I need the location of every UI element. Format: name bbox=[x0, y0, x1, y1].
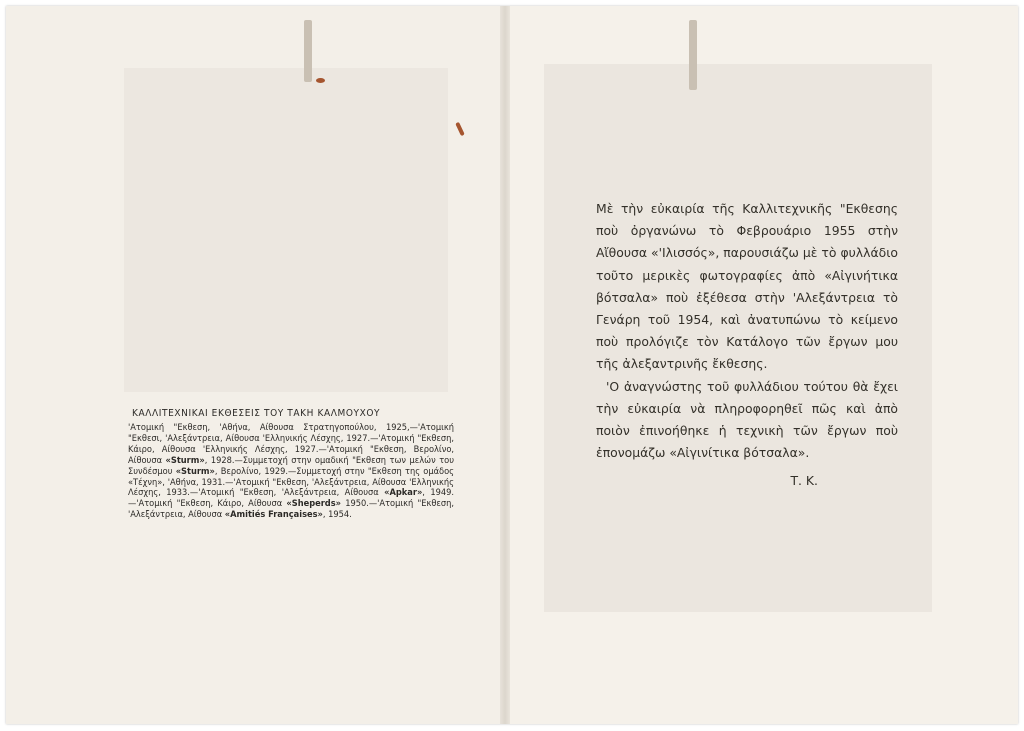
booklet-spine bbox=[500, 6, 510, 724]
exhibition-text-run: , 1928.—Συμμετοχή στην ομαδική "Εκθεση των μελών του Συνδέσμου bbox=[128, 454, 455, 477]
left-photo-panel bbox=[124, 68, 448, 392]
gallery-name: «Amitiés Françaises» bbox=[224, 509, 323, 521]
staple-mark bbox=[304, 20, 312, 82]
gallery-name: «Sturm» bbox=[165, 454, 205, 466]
gallery-name: «Sheperds» bbox=[286, 498, 341, 510]
exhibitions-text bbox=[128, 423, 454, 521]
foreword bbox=[596, 198, 898, 493]
staple-mark bbox=[689, 20, 697, 90]
foreword-signature: Τ. Κ. bbox=[790, 473, 818, 489]
exhibitions-title: ΚΑΛΛΙΤΕΧΝΙΚΑΙ ΕΚΘΕΣΕΙΣ ΤΟΥ ΤΑΚΗ ΚΑΛΜΟΥΧΟΥ bbox=[132, 408, 381, 419]
gallery-name: «Apkar» bbox=[384, 487, 423, 499]
exhibition-text-run: 'Ατομική "Εκθεση, 'Αθήνα, Αίθουσα Στρατηγοπούλου, 1925,—'Ατομική "Εκθεσι, 'Αλεξάντρεια, Αίθουσα 'Ελληνικής Λέσχης, 1927.—'Ατομική "Εκθεση, Κάιρο, Αίθουσα 'Ελληνικής Λέσχης, 1927.—'Ατομική "Εκθεση, Βερολίνο, Αίθουσα bbox=[128, 422, 454, 466]
rust-spot bbox=[316, 78, 325, 83]
exhibition-text-run: , Βερολίνο, 1929.—Συμμετοχή στην "Εκθεση της ομάδος «Τέχνη», 'Αθήνα, 1931.—'Ατομική "Εκθεση, 'Αλεξάντρεια, Αίθουσα 'Ελληνικής Λέσχης, 1933.—'Ατομική "Εκθεση, 'Αλεξάντρεια, Αίθουσα bbox=[128, 465, 454, 499]
exhibition-text-run: , 1954. bbox=[322, 509, 352, 521]
foreword-paragraph-1: Μὲ τὴν εὐκαιρία τῆς Καλλιτεχνικῆς "Εκθεσης ποὺ ὀργανώνω τὸ Φεβρουάριο 1955 στὴν Αἴθουσα «'Ιλισσός», παρουσιάζω μὲ τὸ φυλλάδιο τοῦτο μερικὲς φωτογραφίες ἀπὸ «Αἰγινήτικα βότσαλα» ποὺ ἐξέθεσα στὴν 'Αλεξάντρεια τὸ Γενάρη τοῦ 1954, καὶ ἀνατυπώνω τὸ κείμενο ποὺ προλόγιζε τὸν Κατάλογο τῶν ἔργων μου τῆς ἀλεξαντρινῆς ἔκθεσης. bbox=[596, 201, 898, 372]
exhibition-text-run: 1950.—'Ατομική "Εκθεση, 'Αλεξάντρεια, Αίθουσα bbox=[128, 498, 455, 521]
foreword-paragraph-2: 'Ο ἀναγνώστης τοῦ φυλλάδιου τούτου θὰ ἔχει τὴν εὐκαιρία νὰ πληροφορηθεῖ πῶς καὶ ἀπὸ ποιὸν ἐπινοήθηκε ἡ τεχνικὴ τῶν ἔργων ποὺ ἐπονομάζω «Αἰγινίτικα βότσαλα». bbox=[596, 378, 898, 461]
exhibitions-list bbox=[128, 408, 454, 521]
gallery-name: «Sturm» bbox=[175, 465, 215, 477]
open-booklet bbox=[6, 6, 1018, 724]
exhibition-text-run: , 1949.—'Ατομική "Εκθεση, Κάιρο, Αίθουσα bbox=[128, 487, 455, 510]
